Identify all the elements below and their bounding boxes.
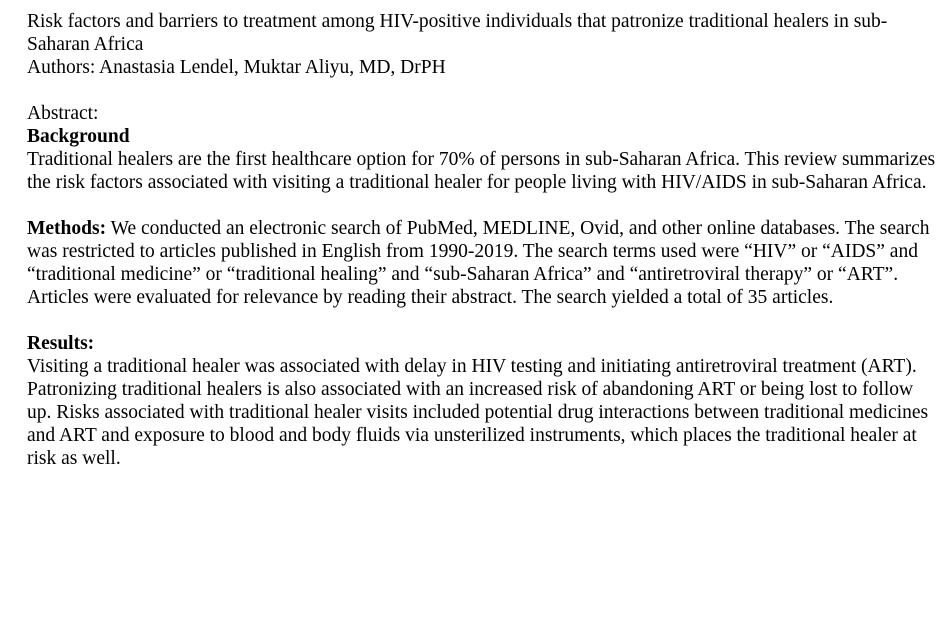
methods-paragraph <box>27 217 936 309</box>
results-section <box>27 332 936 470</box>
spacer <box>27 194 936 217</box>
results-text: Visiting a traditional healer was associated with delay in HIV testing and initiating antiretroviral treatment (ART). Patronizing traditional healers is also associated with an increased risk of abandoning ART or being lost to follow up. Risks associated with traditional healer visits included potential drug interactions between traditional medicines and ART and exposure to blood and body fluids via unsterilized instruments, which places the traditional healer at risk as well. <box>27 356 929 469</box>
spacer <box>27 309 936 332</box>
background-text: Traditional healers are the first healthcare option for 70% of persons in sub-Saharan Africa. This review summarizes the risk factors associated with visiting a traditional healer for people living with HIV/AIDS in sub-Saharan Africa. <box>27 149 936 193</box>
methods-heading: Methods: <box>27 218 107 239</box>
methods-section <box>27 217 936 309</box>
background-heading: Background <box>27 126 130 147</box>
methods-text: We conducted an electronic search of PubMed, MEDLINE, Ovid, and other online databases. The search was restricted to articles published in English from 1990-2019. The search terms used were “HIV” or “AIDS” and “traditional medicine” or “traditional healing” and “sub-Saharan Africa” and “antiretroviral therapy” or “ART”. Articles were evaluated for relevance by reading their abstract. The search yielded a total of 35 articles. <box>27 218 930 308</box>
spacer <box>27 79 936 102</box>
abstract-label: Abstract: <box>27 103 99 124</box>
results-heading: Results: <box>27 333 95 354</box>
document-authors: Authors: Anastasia Lendel, Muktar Aliyu, MD, DrPH <box>27 57 446 78</box>
document-title: Risk factors and barriers to treatment among HIV-positive individuals that patronize traditional healers in sub-Saharan Africa <box>27 11 888 55</box>
background-section <box>27 125 936 194</box>
